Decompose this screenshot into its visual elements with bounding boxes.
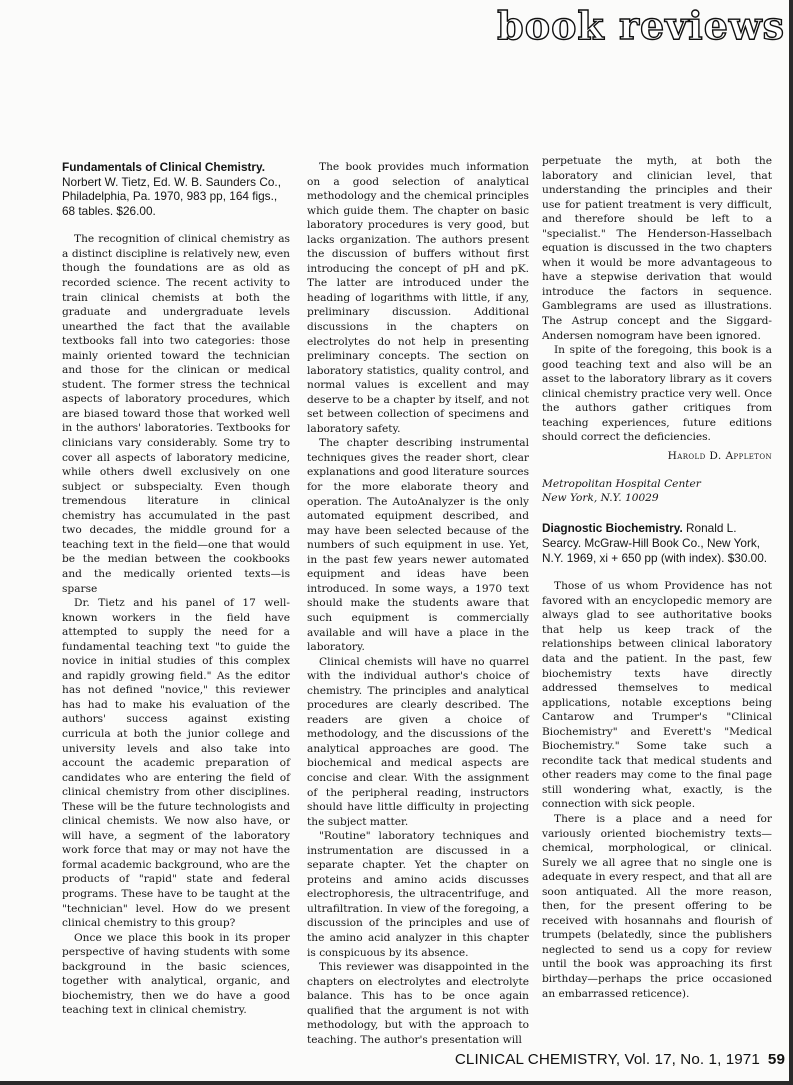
review1-paragraph-6: Clinical chemists will have no quarrel with the individual author's choice of chemistry. The principles and analytical procedures are clearly described. The readers are given a choice of methodology, and the discussions of the analytical approaches are good. The biochemical and medical aspects are concise and clear. With the assignment of the peripheral reading, instructors should have little difficulty in projecting the subject matter. bbox=[307, 655, 529, 828]
review1-citation bbox=[62, 160, 290, 218]
review2-paragraph-1: Those of us whom Providence has not favored with an encyclopedic memory are always glad to see authoritative books that help us keep track of the relationships between clinical laboratory data and the patient. In the past, few biochemistry texts have directly addressed themselves to medical applications, notable exceptions being Cantarow and Trumper's "Clinical Biochemistry" and Everett's "Medical Biochemistry." Some take such a recondite tack that medical students and other readers may come to the final page still wondering what, exactly, is the connection with sick people. bbox=[542, 580, 772, 811]
column-1 bbox=[62, 160, 290, 1018]
page-footer bbox=[440, 1049, 785, 1071]
column-2 bbox=[307, 160, 529, 1047]
review1-bibliographic-info: Norbert W. Tietz, Ed. W. B. Saunders Co., Philadelphia, Pa. 1970, 983 pp, 164 figs., 68 tables. $26.00. bbox=[62, 174, 281, 218]
review1-paragraph-2: Dr. Tietz and his panel of 17 well-known workers in the field have attempted to supply the need for a fundamental teaching text "to guide the novice in initial studies of this complex and rapidly growing field." As the editor has not defined "novice," this reviewer has had to make his evaluation of the authors' success against existing curricula at both the junior college and university levels and also take into account the academic preparation of candidates who are entering the field of clinical chemistry from other disciplines. These will be the future technologists and clinical chemists. We now also have, or will have, a segment of the laboratory work force that may or may not have the formal academic background, who are the products of "rapid" state and federal programs. These have to be taught at the "technician" level. How do we present clinical chemistry to this group? bbox=[62, 597, 290, 930]
affiliation-line-2: New York, N.Y. 10029 bbox=[542, 492, 659, 505]
review1-paragraph-4: The book provides much information on a good selection of analytical methodology and the chemical principles which guide them. The chapter on basic laboratory procedures is very good, but lacks organization. The authors present the discussion of buffers without first introducing the concept of pH and pK. The latter are introduced under the heading of logarithms with little, if any, preliminary discussion. Additional discussions in the chapters on electrolytes do not help in presenting preliminary concepts. The section on laboratory statistics, quality control, and normal values is excellent and may deserve to be a chapter by itself, and not set between collection of specimens and laboratory safety. bbox=[307, 161, 529, 435]
column-3 bbox=[542, 154, 772, 1001]
journal-citation: CLINICAL CHEMISTRY, Vol. 17, No. 1, 1971 bbox=[454, 1051, 760, 1068]
scan-border-bottom bbox=[0, 1081, 793, 1085]
review2-bibliographic-info: Ronald L. Searcy. McGraw-Hill Book Co., New York, N.Y. 1969, xi + 650 pp (with index). $30.00. bbox=[542, 521, 768, 565]
reviewer-affiliation bbox=[542, 477, 772, 505]
review1-paragraph-9: perpetuate the myth, at both the laboratory and clinician level, that understanding the principles and their use for patient treatment is very difficult, and therefore should be left to a "specialist." The Henderson-Hasselbach equation is discussed in the two chapters when it would be more advantageous to have a stepwise derivation that would introduce the factors in sequence. Gamblegrams are used as illustrations. The Astrup concept and the Siggard-Andersen nomogram have been ignored. bbox=[542, 155, 772, 342]
review1-paragraph-10: In spite of the foregoing, this book is a good teaching text and also will be an asset to the laboratory library as it covers clinical chemistry practice very well. Once the authors gather critiques from teaching experiences, future editions should correct the deficiencies. bbox=[542, 344, 772, 444]
review1-book-title: Fundamentals of Clinical Chemistry. bbox=[62, 160, 265, 174]
scan-border-right bbox=[789, 0, 793, 1085]
page-number: 59 bbox=[767, 1051, 785, 1068]
review2-paragraph-2: There is a place and a need for variously oriented biochemistry texts—chemical, morphological, or clinical. Surely we all agree that no single one is adequate in every respect, and that all are soon antiquated. All the more reason, then, for the present offering to be received with hosannahs and flourish of trumpets (belatedly, since the publishers neglected to send us a copy for review until the book was approaching its first birthday—perhaps the price occasioned an embarrassed reticence). bbox=[542, 813, 772, 1000]
review2-citation bbox=[542, 521, 772, 565]
review1-paragraph-7: "Routine" laboratory techniques and instrumentation are discussed in a separate chapter. Yet the chapter on proteins and amino acids discusses electrophoresis, the ultracentrifuge, and ultrafiltration. In view of the foregoing, a discussion of the principles and use of the amino acid analyzer in this chapter is conspicuous by its absence. bbox=[307, 830, 529, 959]
review1-paragraph-1: The recognition of clinical chemistry as a distinct discipline is relatively new, even though the foundations are as old as recorded science. The recent activity to train clinical chemists at both the graduate and undergraduate levels unearthed the fact that the available textbooks fall into two categories: those mainly oriented toward the technician and those for the clinican or medical student. The former stress the technical aspects of laboratory procedures, which are biased toward those that worked well in the authors' laboratories. Textbooks for clinicians vary considerably. Some try to cover all aspects of laboratory medicine, while others dwell exclusively on one subject or subspecialty. Even though tremendous literature in clinical chemistry has accumulated in the past two decades, the middle ground for a teaching text in the field—one that would be the median between the cookbooks and the medically oriented texts—is sparse bbox=[62, 233, 290, 595]
review1-paragraph-8: This reviewer was disappointed in the chapters on electrolytes and electrolyte balance. This has to be once again qualified that the argument is not with methodology, but with the approach to teaching. The author's presentation will bbox=[307, 961, 529, 1046]
review2-book-title: Diagnostic Biochemistry. bbox=[542, 521, 683, 536]
affiliation-line-1: Metropolitan Hospital Center bbox=[542, 478, 701, 491]
review1-paragraph-5: The chapter describing instrumental techniques gives the reader short, clear explanations and good literature sources for the more elaborate theory and operation. The AutoAnalyzer is the only automated equipment described, and may have been selected because of the numbers of such equipment in use. Yet, in the past few years newer automated equipment and ideas have been introduced. In some ways, a 1970 text should make the students aware that such equipment is commercially available and will have a place in the laboratory. bbox=[307, 437, 529, 654]
reviewer-signature: Harold D. Appleton bbox=[667, 449, 772, 462]
review1-paragraph-3: Once we place this book in its proper perspective of having students with some background in the basic sciences, together with analytical, organic, and biochemistry, then we do have a good teaching text in clinical chemistry. bbox=[62, 931, 290, 1017]
section-title: book reviews bbox=[497, 3, 785, 48]
